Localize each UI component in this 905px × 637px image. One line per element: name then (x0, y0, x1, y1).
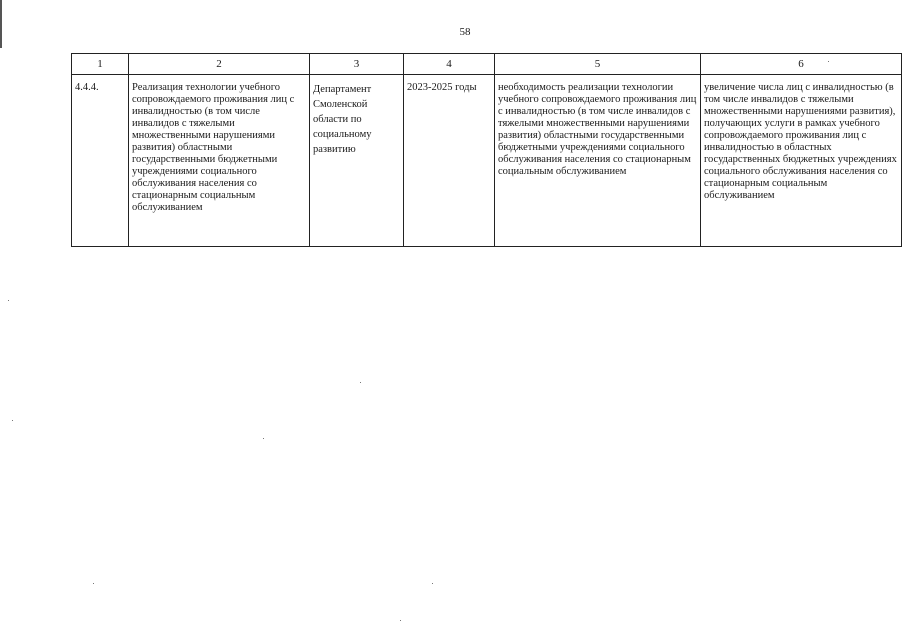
cell-result: увеличение числа лиц с инвалидностью (в том числе инвалидов с тяжелыми множественными нарушениями развития), получающих услуги в рамках учебного сопровождаемого проживания лиц с инвалидностью в областных государственных бюджетных учреждениях социального обслуживания населения со стационарным социальным обслуживанием (701, 75, 902, 247)
column-header-4: 4 (404, 54, 495, 75)
column-header-1: 1 (72, 54, 129, 75)
column-header-5: 5 (495, 54, 701, 75)
scan-speck (400, 620, 401, 621)
table-row (72, 75, 902, 247)
scan-speck (8, 300, 9, 301)
cell-item-number: 4.4.4. (72, 75, 129, 247)
column-header-3: 3 (310, 54, 404, 75)
cell-executor: Департамент Смоленской области по социальному развитию (310, 75, 404, 247)
cell-measure: Реализация технологии учебного сопровождаемого проживания лиц с инвалидностью (в том числе инвалидов с тяжелыми множественными нарушениями развития) областными государственными бюджетными учреждениями социального обслуживания населения со стационарным социальным обслуживанием (129, 75, 310, 247)
cell-period: 2023-2025 годы (404, 75, 495, 247)
scan-speck (828, 61, 829, 62)
scan-speck (12, 420, 13, 421)
scan-speck (263, 438, 264, 439)
scan-speck (93, 583, 94, 584)
table-header-row (72, 54, 902, 75)
column-header-6: 6 (701, 54, 902, 75)
scan-edge-line (0, 0, 2, 48)
measures-table (71, 53, 902, 247)
page-number: 58 (459, 26, 471, 38)
scan-speck (360, 382, 361, 383)
cell-rationale: необходимость реализации технологии учебного сопровождаемого проживания лиц с инвалидностью (в том числе инвалидов с тяжелыми множественными нарушениями развития) областными государственными бюджетными учреждениями социального обслуживания населения со стационарным социальным обслуживанием (495, 75, 701, 247)
scan-speck (432, 583, 433, 584)
column-header-2: 2 (129, 54, 310, 75)
